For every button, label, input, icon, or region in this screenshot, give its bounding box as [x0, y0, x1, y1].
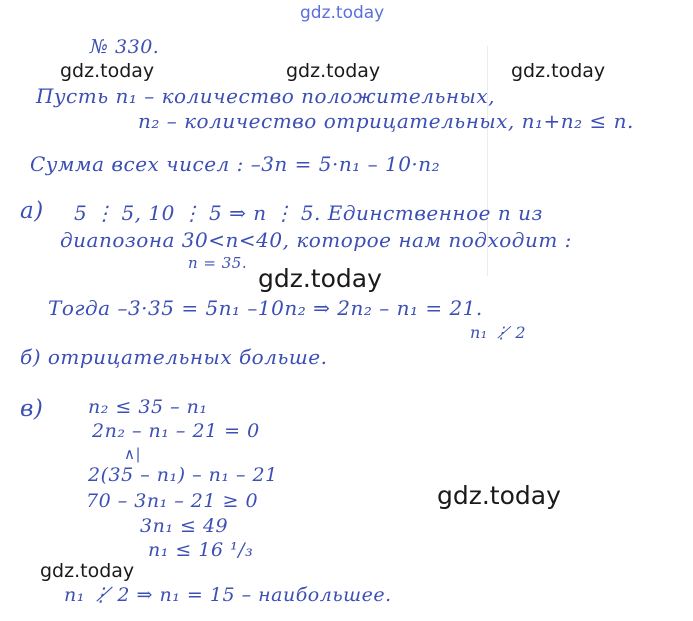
part-v-step-6: 3n₁ ≤ 49 — [140, 515, 229, 537]
part-v-step-5: 70 – 3n₁ – 21 ≥ 0 — [86, 490, 259, 512]
part-v-step-2: 2n₂ – n₁ – 21 = 0 — [92, 420, 260, 442]
watermark: gdz.today — [40, 560, 135, 582]
part-a-n-value: n = 35. — [188, 254, 248, 272]
part-a-odd-note: n₁ ⋮̸ 2 — [470, 323, 527, 342]
watermark: gdz.today — [286, 60, 381, 82]
let-line-2: n₂ – количество отрицательных, n₁+n₂ ≤ n. — [138, 109, 634, 133]
part-v-conclusion: n₁ ⋮̸ 2 ⇒ n₁ = 15 – наибольшее. — [64, 584, 392, 606]
part-v-step-3: ∧| — [124, 445, 142, 463]
part-v-step-4: 2(35 – n₁) – n₁ – 21 — [88, 464, 278, 486]
part-a-label: а) — [20, 198, 44, 224]
part-a-line-2: диапозона 30<n<40, которое нам подходит : — [60, 228, 572, 252]
watermark: gdz.today — [511, 60, 606, 82]
let-line-1: Пусть n₁ – количество положительных, — [36, 84, 495, 108]
part-b-line: б) отрицательных больше. — [20, 345, 328, 369]
sum-line: Сумма всех чисел : –3n = 5·n₁ – 10·n₂ — [30, 152, 441, 176]
watermark: gdz.today — [437, 481, 561, 510]
part-a-line-1: 5 ⋮ 5, 10 ⋮ 5 ⇒ n ⋮ 5. Единственное n из — [74, 201, 543, 225]
problem-number: № 330. — [90, 36, 160, 58]
part-v-step-7: n₁ ≤ 16 ¹/₃ — [148, 539, 254, 561]
watermark-top: gdz.today — [300, 3, 385, 23]
part-a-then-line: Тогда –3·35 = 5n₁ –10n₂ ⇒ 2n₂ – n₁ = 21. — [48, 296, 483, 320]
watermark: gdz.today — [60, 60, 155, 82]
part-v-label: в) — [20, 396, 44, 422]
part-v-step-1: n₂ ≤ 35 – n₁ — [88, 396, 208, 418]
watermark: gdz.today — [258, 264, 382, 293]
